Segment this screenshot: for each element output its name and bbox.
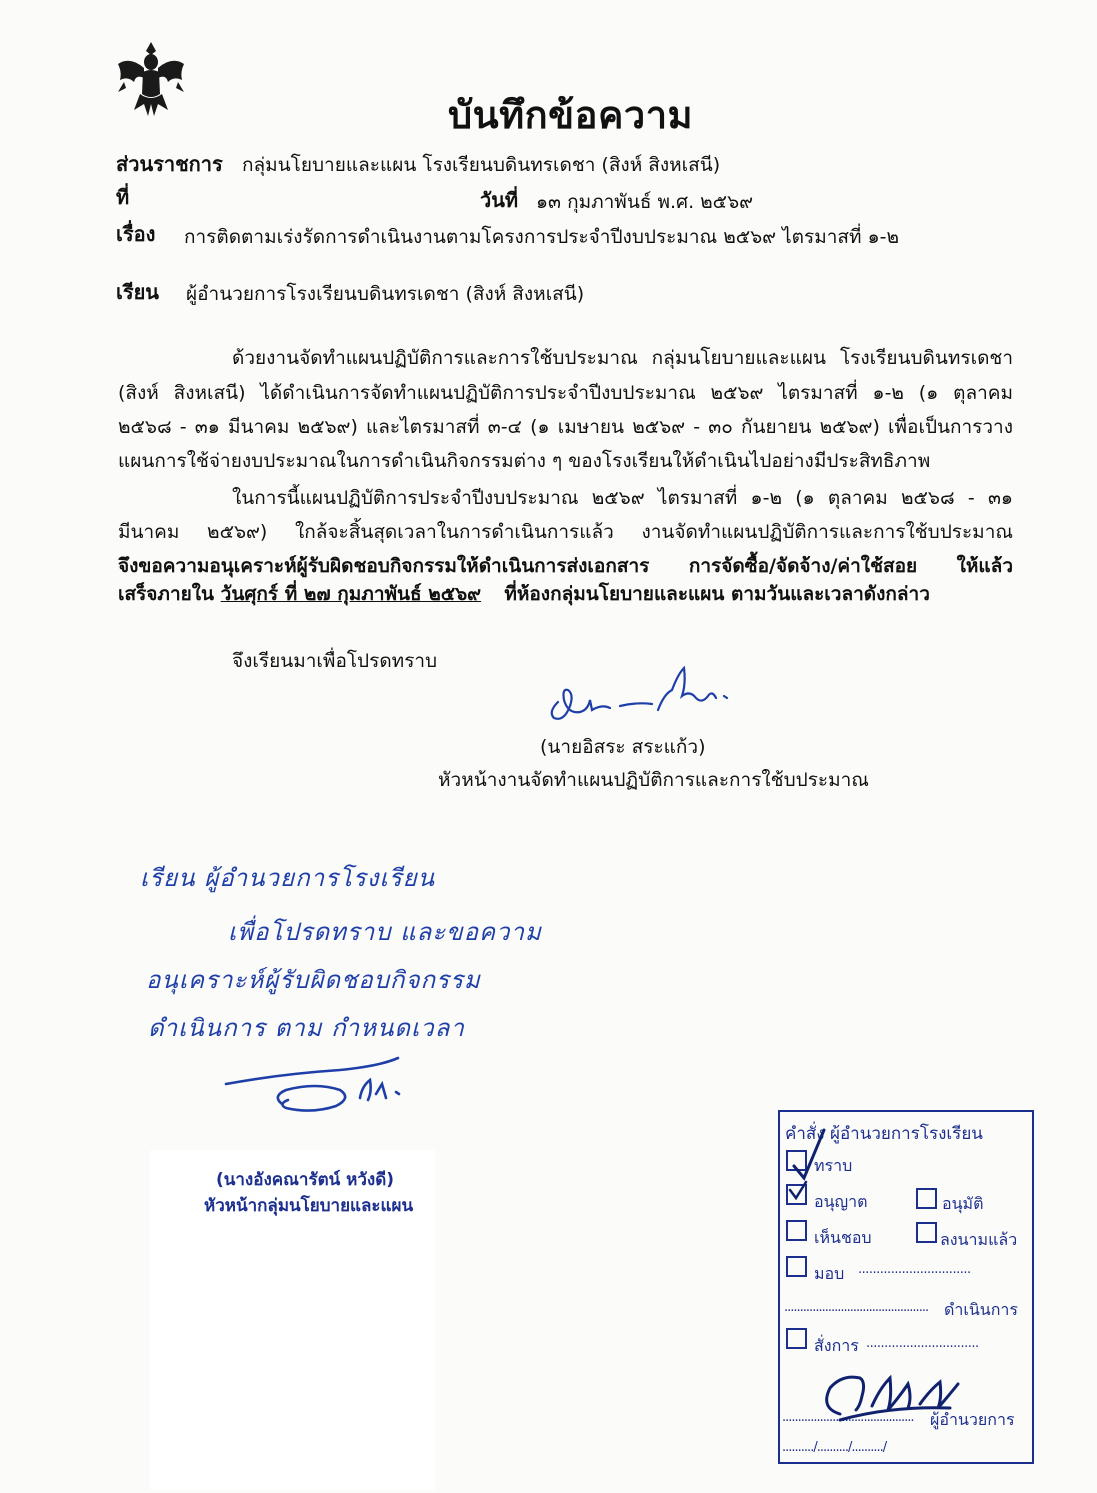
body-p1-line2: (สิงห์ สิงหเสนี) ได้ดำเนินการจัดทำแผนปฏิบัติการประจำปีงบประมาณ ๒๕๖๙ ไตรมาสที่ ๑-๒ (๑ ตุลาคม: [118, 382, 1013, 404]
body-p1-line4: แผนการใช้จ่ายงบประมาณในการดำเนินกิจกรรมต่าง ๆ ของโรงเรียนให้ดำเนินไปอย่างมีประสิทธิภาพ: [118, 450, 931, 472]
body-p1-line3: ๒๕๖๘ - ๓๑ มีนาคม ๒๕๖๙) และไตรมาสที่ ๓-๔ (๑ เมษายน ๒๕๖๙ - ๓๐ กันยายน ๒๕๖๙) เพื่อเป็นการวาง: [118, 416, 1013, 438]
deadline-date: วันศุกร์ ที่ ๒๗ กุมภาพันธ์ ๒๕๖๙: [220, 583, 482, 605]
closing-line: จึงเรียนมาเพื่อโปรดทราบ: [232, 650, 438, 672]
handwritten-note-line3: อนุเคราะห์ผู้รับผิดชอบกิจกรรม: [146, 966, 481, 994]
agency-label: ส่วนราชการ: [116, 152, 223, 176]
label-agree: เห็นชอบ: [814, 1228, 872, 1247]
handwritten-note-line4: ดำเนินการ ตาม กำหนดเวลา: [148, 1014, 465, 1042]
body-p2-line1: ในการนี้แผนปฏิบัติการประจำปีงบประมาณ ๒๕๖๙ ไตรมาสที่ ๑-๒ (๑ ตุลาคม ๒๕๖๘ - ๓๑: [232, 487, 1013, 509]
signer2-position: หัวหน้ากลุ่มนโยบายและแผน: [204, 1196, 414, 1216]
handwritten-note-line2: เพื่อโปรดทราบ และขอความ: [228, 918, 542, 946]
label-acknowledge: ทราบ: [814, 1156, 853, 1175]
label-order: สั่งการ: [814, 1336, 859, 1355]
body-p2-line4: [118, 585, 930, 604]
handwritten-note-line1: เรียน ผู้อำนวยการโรงเรียน: [140, 864, 436, 892]
garuda-emblem-icon: [110, 38, 192, 120]
agency-value: กลุ่มนโยบายและแผน โรงเรียนบดินทรเดชา (สิงห์ สิงหเสนี): [242, 154, 721, 176]
body-p2-line4-b: ที่ห้องกลุ่มนโยบายและแผน ตามวันและเวลาดังกล่าว: [504, 583, 930, 605]
signature-2: [220, 1050, 420, 1125]
signer1-position: หัวหน้างานจัดทำแผนปฏิบัติการและการใช้บประมาณ: [438, 769, 869, 791]
label-assign: มอบ: [814, 1264, 845, 1283]
page-title: บันทึกข้อความ: [448, 93, 694, 137]
order-dots: ...............................: [866, 1336, 979, 1351]
body-p2-line3: จึงขอความอนุเคราะห์ผู้รับผิดชอบกิจกรรมให้ดำเนินการส่งเอกสาร การจัดซื้อ/จัดจ้าง/ค่าใช้สอย ให้แล้ว: [118, 555, 1013, 577]
proceed-dots: ..............................................: [784, 1300, 929, 1315]
signer2-name: (นางอังคณารัตน์ หวังดี): [216, 1170, 395, 1190]
ref-label: ที่: [116, 185, 130, 209]
signer1-name: (นายอิสระ สระแก้ว): [540, 736, 706, 758]
checkbox-order[interactable]: [786, 1328, 807, 1349]
subject-value: การติดตามเร่งรัดการดำเนินงานตามโครงการประจำปีงบประมาณ ๒๕๖๙ ไตรมาสที่ ๑-๒: [184, 226, 900, 248]
date-label: วันที่: [480, 188, 519, 212]
label-approve: อนุมัติ: [942, 1194, 984, 1213]
date-line: ........../........../........../: [782, 1440, 887, 1455]
signature-1: [540, 660, 740, 730]
label-signed: ลงนามแล้ว: [940, 1230, 1018, 1249]
checkbox-approve[interactable]: [916, 1188, 937, 1209]
checkbox-agree[interactable]: [786, 1220, 807, 1241]
label-director: ผู้อำนวยการ: [930, 1410, 1015, 1429]
stamp-header: คำสั่ง ผู้อำนวยการโรงเรียน: [785, 1124, 983, 1144]
assign-dots: ...............................: [858, 1262, 971, 1277]
date-value: ๑๓ กุมภาพันธ์ พ.ศ. ๒๕๖๙: [536, 191, 754, 213]
to-value: ผู้อำนวยการโรงเรียนบดินทรเดชา (สิงห์ สิงหเสนี): [186, 283, 585, 305]
to-label: เรียน: [116, 280, 159, 304]
check-marks: [780, 1126, 860, 1216]
director-signature: [800, 1348, 980, 1438]
checkbox-assign[interactable]: [786, 1256, 807, 1277]
checkbox-signed[interactable]: [916, 1222, 937, 1243]
body-p1-line1: ด้วยงานจัดทำแผนปฏิบัติการและการใช้บประมาณ กลุ่มนโยบายและแผน โรงเรียนบดินทรเดชา: [232, 347, 1013, 369]
label-proceed: ดำเนินการ: [944, 1300, 1018, 1319]
sign-dots: ..........................................: [782, 1410, 914, 1425]
body-p2-line4-a: เสร็จภายใน: [118, 583, 215, 605]
body-p2-line2: มีนาคม ๒๕๖๙) ใกล้จะสิ้นสุดเวลาในการดำเนินการแล้ว งานจัดทำแผนปฏิบัติการและการใช้บประมาณ: [118, 521, 1013, 543]
label-permit: อนุญาต: [814, 1192, 868, 1211]
subject-label: เรื่อง: [116, 222, 156, 246]
